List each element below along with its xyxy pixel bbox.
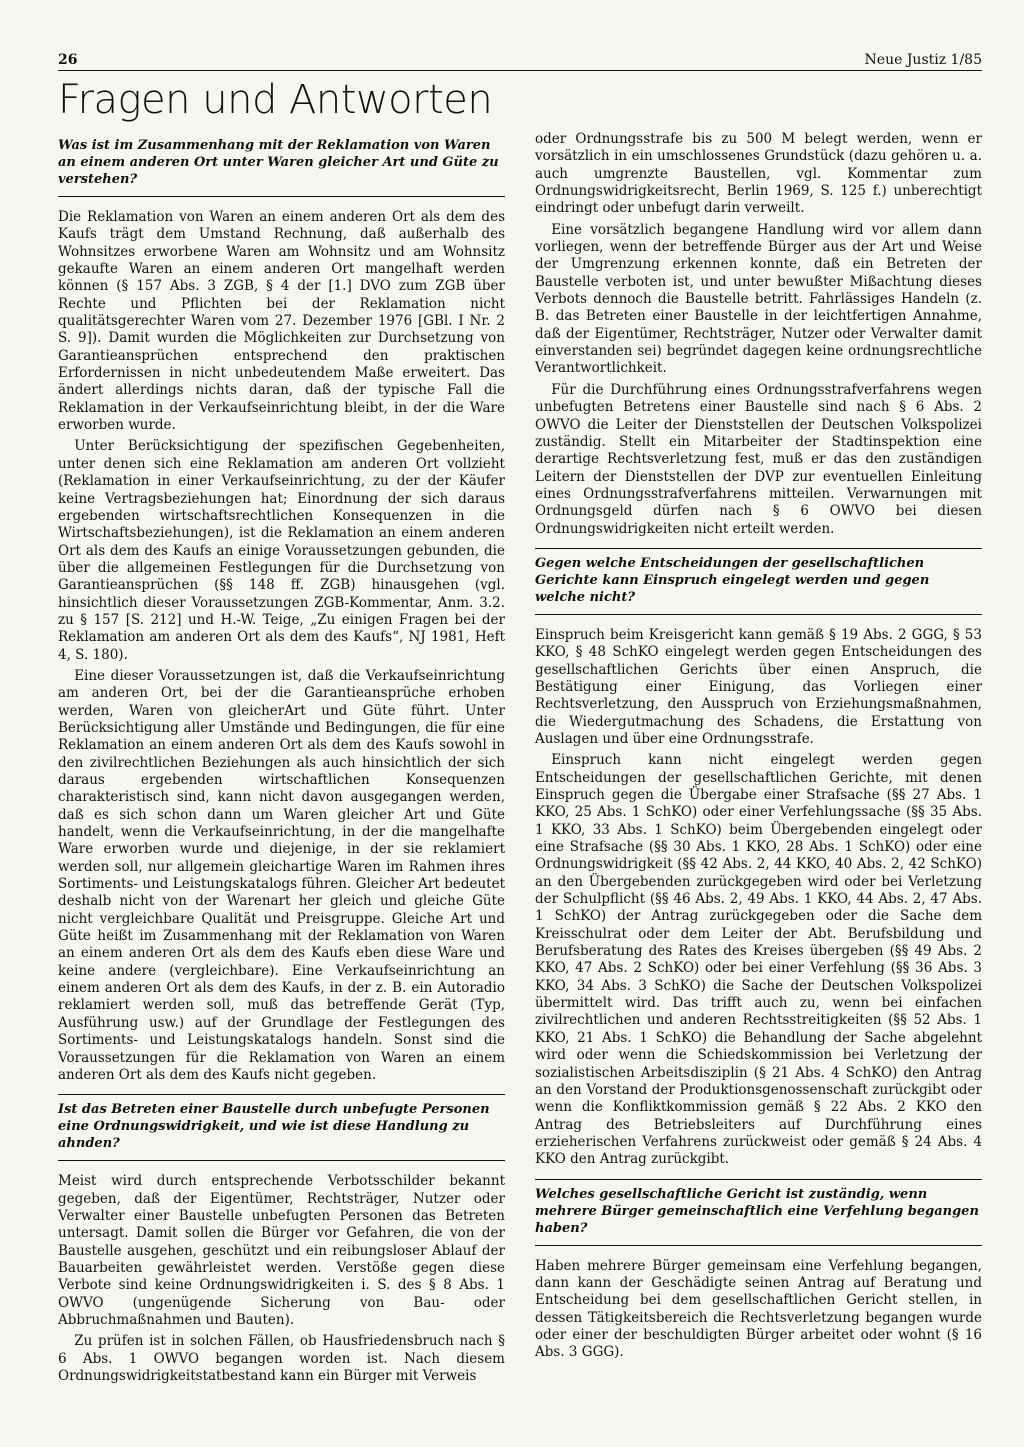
answer-2-paragraph-1: Meist wird durch entsprechende Verbotsschilder bekannt gegeben, daß der Eigentümer, Rechtsträger, Nutzer oder Verwalter einer Baustelle unbefugten Personen das Betreten untersagt. Damit sollen die Bürger vor Gefahren, die von der Baustelle ausgehen, geschützt und ein reibungsloser Ablauf der Bauarbeiten gewährleistet werden. Verstöße gegen diese Verbote sind keine Ordnungswidrigkeiten i. S. des § 8 Abs. 1 OWVO (ungenügende Sicherung von Bau- oder Abbruchmaßnahmen und Bauten).	[58, 1173, 505, 1328]
right-column	[535, 131, 982, 1385]
page	[58, 52, 982, 1385]
running-head	[58, 52, 982, 71]
answer-1-paragraph-1: Die Reklamation von Waren an einem anderen Ort als dem des Kaufs trägt dem Umstand Rechnung, daß außerhalb des Wohnsitzes erworbene Waren am Wohnsitz und am Wohnsitz gekaufte Waren an einem anderen Ort mangelhaft werden können (§ 157 Abs. 3 ZGB, § 4 der [1.] DVO zum ZGB über Rechte und Pflichten bei der Reklamation nicht qualitätsgerechter Waren vom 27. Dezember 1976 [GBl. I Nr. 2 S. 9]). Damit wurden die Möglichkeiten zur Durchsetzung von Garantieansprüchen entsprechend den praktischen Erfordernissen in nicht unbedeutendem Maße erweitert. Das ändert allerdings nichts daran, daß der typische Fall die Reklamation in der Verkaufseinrichtung bleibt, in der die Ware erworben wurde.	[58, 209, 505, 434]
answer-2-continued-paragraph-2: Eine vorsätzlich begangene Handlung wird vor allem dann vorliegen, wenn der betreffende Bürger aus der Art und Weise der Umgrenzung erkennen konnte, daß ein Betreten der Baustelle verboten ist, und unter bewußter Mißachtung dieses Verbots dennoch die Baustelle betritt. Fahrlässiges Handeln (z. B. das Betreten einer Baustelle in der leichtfertigen Annahme, daß der Eigentümer, Rechtsträger, Nutzer oder Verwalter damit einverstanden sei) begründet dagegen keine ordnungsrechtliche Verantwortlichkeit.	[535, 221, 982, 377]
answer-2-paragraph-2: Zu prüfen ist in solchen Fällen, ob Hausfriedensbruch nach § 6 Abs. 1 OWVO begangen worden ist. Nach diesem Ordnungswidrigkeitstatbestand kann ein Bürger mit Verweis	[58, 1333, 505, 1384]
answer-2-continued-paragraph-3: Für die Durchführung eines Ordnungsstrafverfahrens wegen unbefugten Betretens einer Baustelle sind nach § 6 Abs. 2 OWVO die Leiter der Dienststellen der Deutschen Volkspolizei zuständig. Stellt ein Mitarbeiter der Stadtinspektion eine derartige Rechtsverletzung fest, muß er das den zuständigen Leitern der Dienststellen der DVP zur eventuellen Einleitung eines Ordnungsstrafverfahrens mitteilen. Verwarnungen mit Ordnungsgeld dürfen nach § 6 OWVO bei diesen Ordnungswidrigkeiten nicht erteilt werden.	[535, 381, 982, 537]
journal-issue: Neue Justiz 1/85	[864, 52, 982, 68]
answer-3-paragraph-2: Einspruch kann nicht eingelegt werden gegen Entscheidungen der gesellschaftlichen Gerichte, mit denen Einspruch gegen die Übergabe einer Strafsache (§§ 27 Abs. 1 KKO, 25 Abs. 1 SchKO) oder einer Verfehlungssache (§§ 35 Abs. 1 KKO, 33 Abs. 1 SchKO) beim Übergebenden eingelegt oder eine Strafsache (§§ 30 Abs. 1 KKO, 28 Abs. 1 SchKO) oder eine Ordnungswidrigkeit (§§ 42 Abs. 2, 44 KKO, 40 Abs. 2, 42 SchKO) an den Übergebenden zurückgegeben wird oder bei Verletzung der Schulpflicht (§§ 46 Abs. 2, 49 Abs. 1 KKO, 44 Abs. 2, 47 Abs. 1 SchKO) der Antrag zurückgegeben oder die Sache dem Kreisschulrat oder dem Leiter der Abt. Berufsbildung und Berufsberatung des Rates des Kreises übergeben (§§ 49 Abs. 2 KKO, 47 Abs. 2 SchKO) oder bei einer Verfehlung (§§ 36 Abs. 3 KKO, 34 Abs. 3 SchKO) die Sache der Deutschen Volkspolizei übermittelt wird. Das trifft auch zu, wenn bei einfachen zivilrechtlichen und anderen Rechtsstreitigkeiten (§§ 52 Abs. 1 KKO, 21 Abs. 1 SchKO) die Behandlung der Sache abgelehnt wird oder wenn die Schiedskommission bei Verletzung der sozialistischen Arbeitsdisziplin (§ 21 Abs. 4 SchKO) den Antrag an den Vorstand der Produktionsgenossenschaft zurückgibt oder wenn die Konfliktkommission gemäß § 22 Abs. 2 KKO den Antrag des Betriebsleiters auf Durchführung eines erzieherischen Verfahrens zurückweist oder gemäß § 24 Abs. 4 KKO den Antrag zurückgibt.	[535, 752, 982, 1168]
answer-1-paragraph-3: Eine dieser Voraussetzungen ist, daß die Verkaufseinrichtung am anderen Ort, bei der die Garantieansprüche erhoben werden, Waren von gleicherArt und Güte führt. Unter Berücksichtigung aller Umstände und Bedingungen, die für eine Reklamation an einem anderen Ort als dem des Kaufs sowohl in den zivilrechtlichen Beziehungen als auch hinsichtlich der sich daraus ergebenden wirtschaftlichen Konsequenzen charakteristisch sind, kann nicht davon ausgegangen werden, daß es sich schon dann um Waren gleicher Art und Güte handelt, wenn die Verkaufseinrichtung, in der die mangelhafte Ware erworben wurde und diejenige, in der sie reklamiert werden soll, nur allgemein gleichartige Waren im Rahmen ihres Sortiments- und Leistungskatalogs führen. Gleicher Art bedeutet deshalb nicht von der Warenart her gleich und gleiche Güte nicht vergleichbare Qualität und Preisgruppe. Gleiche Art und Güte heißt im Zusammenhang mit der Reklamation von Waren an einem anderen Ort als dem des Kaufs eben diese Ware und keine andere (vergleichbare). Eine Verkaufseinrichtung an einem anderen Ort als dem des Kaufs, in der z. B. ein Autoradio reklamiert werden soll, muß das betreffende Gerät (Typ, Ausführung usw.) auf der Grundlage der Festlegungen des Sortiments- und Leistungskatalogs handeln. Sonst sind die Voraussetzungen für die Reklamation von Waren an einem anderen Ort als dem des Kaufs nicht gegeben.	[58, 667, 505, 1083]
question-2: Ist das Betreten einer Baustelle durch unbefugte Personen eine Ordnungswidrigkeit, und wie ist diese Handlung zu ahnden?	[58, 1094, 505, 1161]
question-1: Was ist im Zusammenhang mit der Reklamation von Waren an einem anderen Ort unter Waren gleicher Art und Güte zu verstehen?	[58, 131, 505, 197]
question-4: Welches gesellschaftliche Gericht ist zuständig, wenn mehrere Bürger gemeinschaftlich eine Verfehlung begangen haben?	[535, 1179, 982, 1246]
left-column	[58, 131, 505, 1385]
answer-3-paragraph-1: Einspruch beim Kreisgericht kann gemäß § 19 Abs. 2 GGG, § 53 KKO, § 48 SchKO eingelegt werden gegen Entscheidungen des gesellschaftlichen Gerichts über einen Anspruch, die Bestätigung einer Einigung, das Vorliegen einer Rechtsverletzung, den Ausspruch von Erziehungsmaßnahmen, die Wiedergutmachung des Schadens, die Erstattung von Auslagen und über eine Ordnungsstrafe.	[535, 626, 982, 747]
answer-2-continued-paragraph-1: oder Ordnungsstrafe bis zu 500 M belegt werden, wenn er vorsätzlich in ein umschlossenes Grundstück (dazu gehören u. a. auch umgrenzte Baustellen, vgl. Kommentar zum Ordnungswidrigkeitsrecht, Berlin 1969, S. 125 f.) unberechtigt eindringt oder unbefugt darin verweilt.	[535, 131, 982, 217]
page-number: 26	[58, 52, 78, 68]
answer-4-paragraph-1: Haben mehrere Bürger gemeinsam eine Verfehlung begangen, dann kann der Geschädigte seinen Antrag auf Beratung und Entscheidung bei dem gesellschaftlichen Gericht stellen, in dessen Tätigkeitsbereich die Rechtsverletzung begangen wurde oder einer der beschuldigten Bürger arbeitet oder wohnt (§ 16 Abs. 3 GGG).	[535, 1257, 982, 1361]
page-title: Fragen und Antworten	[58, 77, 493, 123]
answer-1-paragraph-2: Unter Berücksichtigung der spezifischen Gegebenheiten, unter denen sich eine Reklamation am anderen Ort vollzieht (Reklamation in einer Verkaufseinrichtung, zu der der Käufer keine Vertragsbeziehungen hat; Einordnung der sich daraus ergebenden wirtschaftsrechtlichen Konsequenzen in die Wirtschaftsbeziehungen), ist die Reklamation an einem anderen Ort als dem des Kaufs an einige Voraussetzungen gebunden, die über die allgemeinen Festlegungen für die Durchsetzung von Garantieansprüchen (§§ 148 ff. ZGB) hinausgehen (vgl. hinsichtlich dieser Voraussetzungen ZGB-Kommentar, Anm. 3.2. zu § 157 [S. 212] und H.-W. Teige, „Zu einigen Fragen bei der Reklamation am anderen Ort als dem des Kaufs“, NJ 1981, Heft 4, S. 180).	[58, 438, 505, 663]
article-columns	[58, 131, 982, 1385]
question-3: Gegen welche Entscheidungen der gesellschaftlichen Gerichte kann Einspruch eingelegt werden und gegen welche nicht?	[535, 548, 982, 615]
